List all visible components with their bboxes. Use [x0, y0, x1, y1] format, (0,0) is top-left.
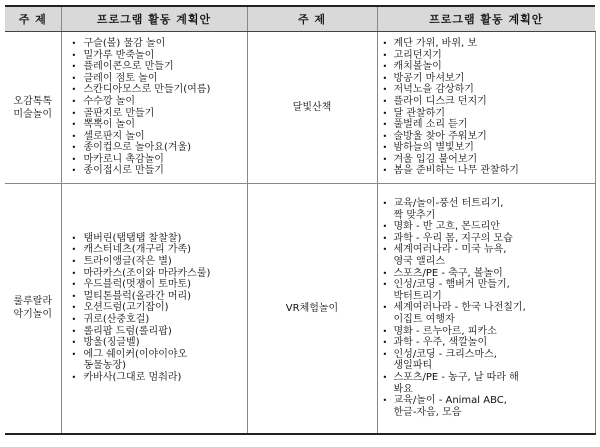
list-item: • 스칸디아모스로 만들기(여름): [62, 84, 247, 96]
instrument-play-activities: [61, 184, 247, 434]
table-row: [5, 184, 595, 434]
list-item: • 마카로니 촉감놀이: [62, 154, 247, 166]
list-item: • 과학 - 우주, 색깔놀이: [378, 337, 595, 349]
activity-list: [62, 38, 247, 177]
topic-art-play: 오감톡톡 미술놀이: [5, 32, 61, 184]
list-item: • 셀로판지 놀이: [62, 131, 247, 143]
list-item: • 스포츠/PE - 축구, 볼놀이: [378, 268, 595, 280]
list-item: • 스포츠/PE - 농구, 날 따라 해 봐요: [378, 372, 595, 395]
list-item: • 귀로(산중호걸): [62, 314, 247, 326]
list-item: • 플라이 디스크 던지기: [378, 96, 595, 108]
list-item: • 고리던지기: [378, 50, 595, 62]
list-item: • 인성/코딩 - 크리스마스, 생일파티: [378, 349, 595, 372]
list-item: • 수수깡 놀이: [62, 96, 247, 108]
list-item: • 봄을 준비하는 나무 관찰하기: [378, 165, 595, 177]
topic-vr-play: VR체험놀이: [247, 184, 377, 434]
list-item: • 교육/놀이-풍선 터트리기, 짝 맞추기: [378, 198, 595, 221]
list-item: • 뽁뽁이 놀이: [62, 119, 247, 131]
topic-instrument-play: 룰루랄라 악기놀이: [5, 184, 61, 434]
list-item: • 세계여러나라 - 미국 뉴욕, 영국 앨리스: [378, 244, 595, 267]
list-item: • 트라이앵글(작은 별): [62, 256, 247, 268]
list-item: • 명화 - 르누아르, 피카소: [378, 326, 595, 338]
table-header-row: [5, 6, 595, 32]
list-item: • 골판지로 만들기: [62, 108, 247, 120]
program-plan-table: [5, 5, 596, 435]
vr-play-activities: [377, 184, 595, 434]
list-item: • 교육/놀이 - Animal ABC, 한글-자음, 모음: [378, 395, 595, 418]
list-item: • 구슬(볼) 물감 놀이: [62, 38, 247, 50]
list-item: • 캐치볼놀이: [378, 61, 595, 73]
art-play-activities: [61, 32, 247, 184]
list-item: • 세계여러나라 - 한국 나전칠기, 이집트 여행자: [378, 302, 595, 325]
list-item: • 인성/코딩 - 햄버거 만들기, 박터트리기: [378, 279, 595, 302]
list-item: • 플레이콘으로 만들기: [62, 61, 247, 73]
activity-list: [62, 233, 247, 384]
table-row: [5, 32, 595, 184]
list-item: • 카바사(그대로 멈춰라): [62, 372, 247, 384]
header-topic-1: 주 제: [5, 6, 61, 32]
list-item: • 달 관찰하기: [378, 108, 595, 120]
list-item: • 캐스터네츠(개구리 가족): [62, 244, 247, 256]
list-item: • 클레이 점토 놀이: [62, 73, 247, 85]
list-item: • 마라카스(조이와 마라카스룰): [62, 268, 247, 280]
list-item: • 종이컵으로 놀아요(겨울): [62, 142, 247, 154]
list-item: • 방울(징글벨): [62, 337, 247, 349]
list-item: • 풀벌레 소리 듣기: [378, 119, 595, 131]
activity-list: [378, 198, 595, 418]
list-item: • 밀가루 반죽놀이: [62, 50, 247, 62]
list-item: • 롤리팝 드럼(롤리팝): [62, 326, 247, 338]
activity-list: [378, 38, 595, 177]
list-item: • 명화 - 반 고흐, 몬드리안: [378, 221, 595, 233]
list-item: • 멀티톤블럭(올라간 머리): [62, 291, 247, 303]
header-plan-1: 프로그램 활동 계획안: [61, 6, 247, 32]
moonlight-walk-activities: [377, 32, 595, 184]
list-item: • 오션드럼(고기잡이): [62, 302, 247, 314]
topic-moonlight-walk: 달빛산책: [247, 32, 377, 184]
list-item: • 탬버린(탭탭탭 찰찰찰): [62, 233, 247, 245]
list-item: • 겨울 입김 불어보기: [378, 154, 595, 166]
list-item: • 밤하늘의 별빛보기: [378, 142, 595, 154]
list-item: • 저녁노을 감상하기: [378, 84, 595, 96]
list-item: • 에그 쉐이커(이야이야오 동물농장): [62, 349, 247, 372]
list-item: • 술방울 찾아 주워보기: [378, 131, 595, 143]
list-item: • 종이접시로 만들기: [62, 165, 247, 177]
list-item: • 방공기 마셔보기: [378, 73, 595, 85]
list-item: • 과학 - 우리 몸, 지구의 모습: [378, 233, 595, 245]
header-topic-2: 주 제: [247, 6, 377, 32]
list-item: • 우드블럭(멋쟁이 토마토): [62, 279, 247, 291]
header-plan-2: 프로그램 활동 계획안: [377, 6, 595, 32]
list-item: • 계단 가위, 바위, 보: [378, 38, 595, 50]
